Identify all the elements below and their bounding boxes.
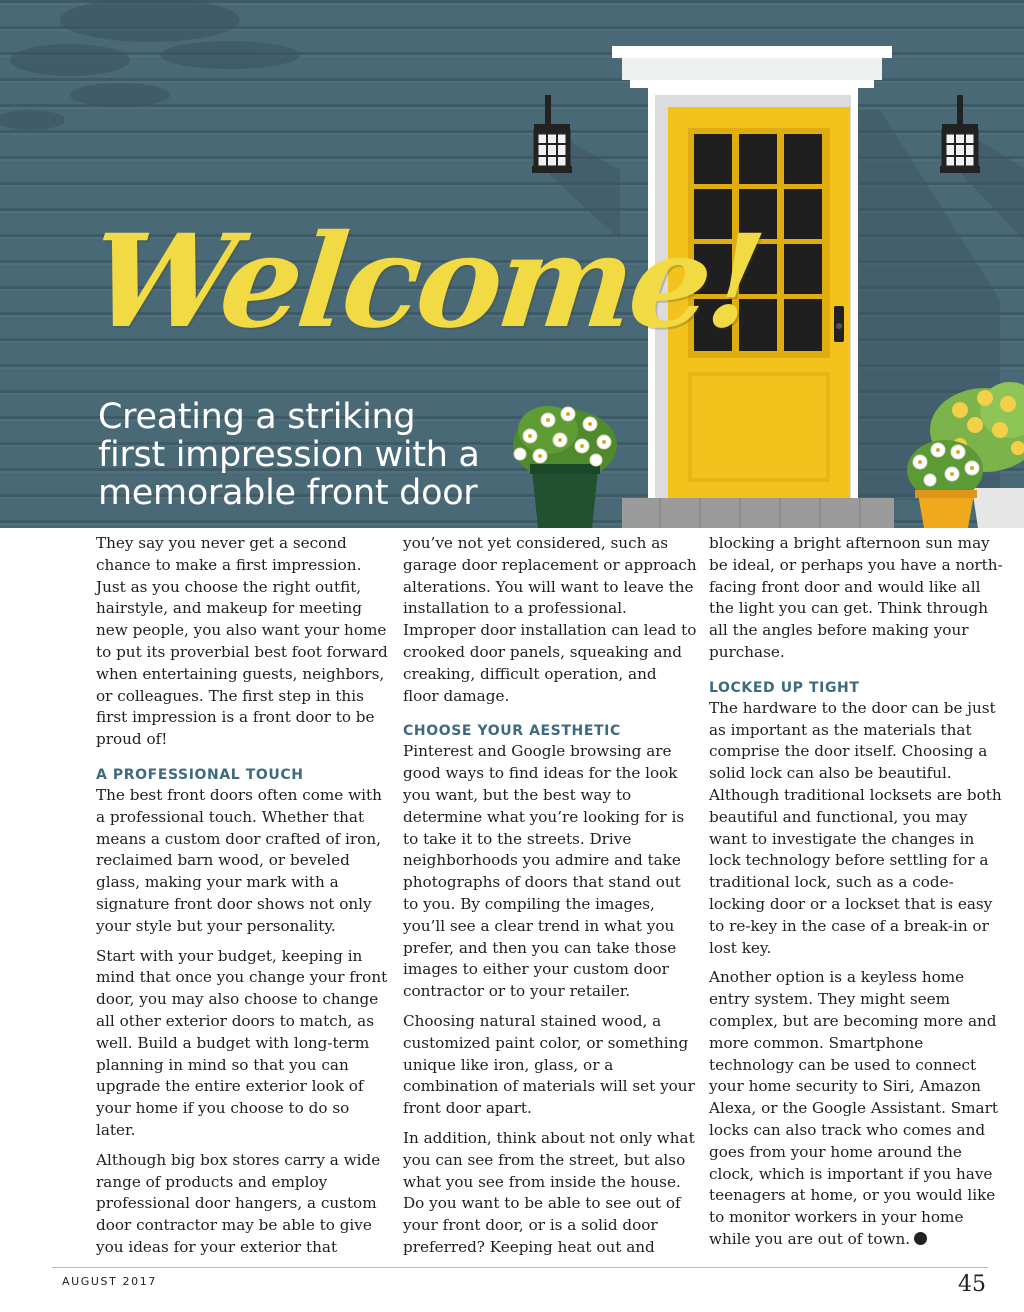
- section-heading: A PROFESSIONAL TOUCH: [96, 766, 304, 783]
- subtitle-line: first impression with a: [98, 435, 480, 475]
- paragraph-text: Another option is a keyless home entry system. They might seem complex, but are becoming more and more common. Smartphone technology can be used to connect your home security to Siri, Amazon Alexa, or the Google Assistant. Smart locks can also track who comes and goes from your home around the clock, which is important if you have teenagers at home, or you would like to monitor workers in your home while you are out of town.: [709, 968, 998, 1248]
- article-body: [0, 533, 1024, 1263]
- article-column-1: [96, 533, 390, 1267]
- paragraph: you’ve not yet considered, such as garage door replacement or approach alterations. You will want to leave the installation to a professional. Improper door installation can lead to crooked door panels, squeaking and creaking, difficult operation, and floor damage.: [403, 534, 697, 705]
- article-column-3: [709, 533, 1003, 1259]
- paragraph: Choosing natural stained wood, a customized paint color, or something unique like iron, glass, or a combination of materials will set your front door apart.: [403, 1011, 695, 1118]
- front-steps: [622, 498, 894, 528]
- paragraph: blocking a bright afternoon sun may be ideal, or perhaps you have a north-facing front door and would like all the light you can get. Think through all the angles before making your purchase.: [709, 534, 1003, 661]
- page-subtitle: [98, 398, 568, 512]
- paragraph: Pinterest and Google browsing are good ways to find ideas for the look you want, but the best way to determine what you’re looking for is to take it to the streets. Drive neighborhoods you admire and take photographs of doors that stand out to you. By compiling the images, you’ll see a clear trend in what you prefer, and then you can take those images to either your custom door contractor or to your retailer.: [403, 742, 685, 1001]
- paragraph: In addition, think about not only what you can see from the street, but also what you see from inside the house. Do you want to be able to see out of your front door, or is a solid door preferred? Keeping heat out and: [403, 1128, 695, 1256]
- hero-illustration: [0, 0, 1024, 528]
- paragraph: Although big box stores carry a wide range of products and employ professional door hangers, a custom door contractor may be able to give you ideas for your exterior that: [96, 1150, 381, 1256]
- page-title: Welcome!: [84, 207, 768, 357]
- section-heading: CHOOSE YOUR AESTHETIC: [403, 723, 621, 740]
- article-column-2: [403, 533, 697, 1267]
- section-heading: LOCKED UP TIGHT: [709, 679, 860, 696]
- subtitle-line: memorable front door: [98, 473, 478, 513]
- paragraph: The best front doors often come with a professional touch. Whether that means a custom door crafted of iron, reclaimed barn wood, or beveled glass, making your mark with a signature front door shows not only your style but your personality.: [96, 785, 382, 935]
- door-knob-icon: [834, 306, 844, 342]
- subtitle-line: Creating a striking: [98, 397, 416, 437]
- footer-divider: [52, 1267, 988, 1268]
- paragraph: Start with your budget, keeping in mind that once you change your front door, you may also choose to change all other exterior doors to match, as well. Build a budget with long-term planning in mind so that you can upgrade the entire exterior look of your home if you choose to do so later.: [96, 946, 388, 1139]
- paragraph: [709, 967, 1003, 1250]
- paragraph: The hardware to the door can be just as important as the materials that comprise the door itself. Choosing a solid lock can also be beautiful. Although traditional locksets are both beautiful and functional, you may want to investigate the changes in lock technology before settling for a traditional lock, such as a code-locking door or a lockset that is easy to re-key in the case of a break-in or lost key.: [709, 698, 1002, 957]
- issue-date: AUGUST 2017: [62, 1275, 157, 1288]
- paragraph: They say you never get a second chance to make a first impression. Just as you choose the right outfit, hairstyle, and makeup for meeting new people, you also want your home to put its proverbial best foot forward when entertaining guests, neighbors, or colleagues. The first step in this first impression is a front door to be proud of!: [96, 534, 388, 749]
- page-number: 45: [958, 1272, 986, 1297]
- end-mark-icon: [914, 1232, 927, 1245]
